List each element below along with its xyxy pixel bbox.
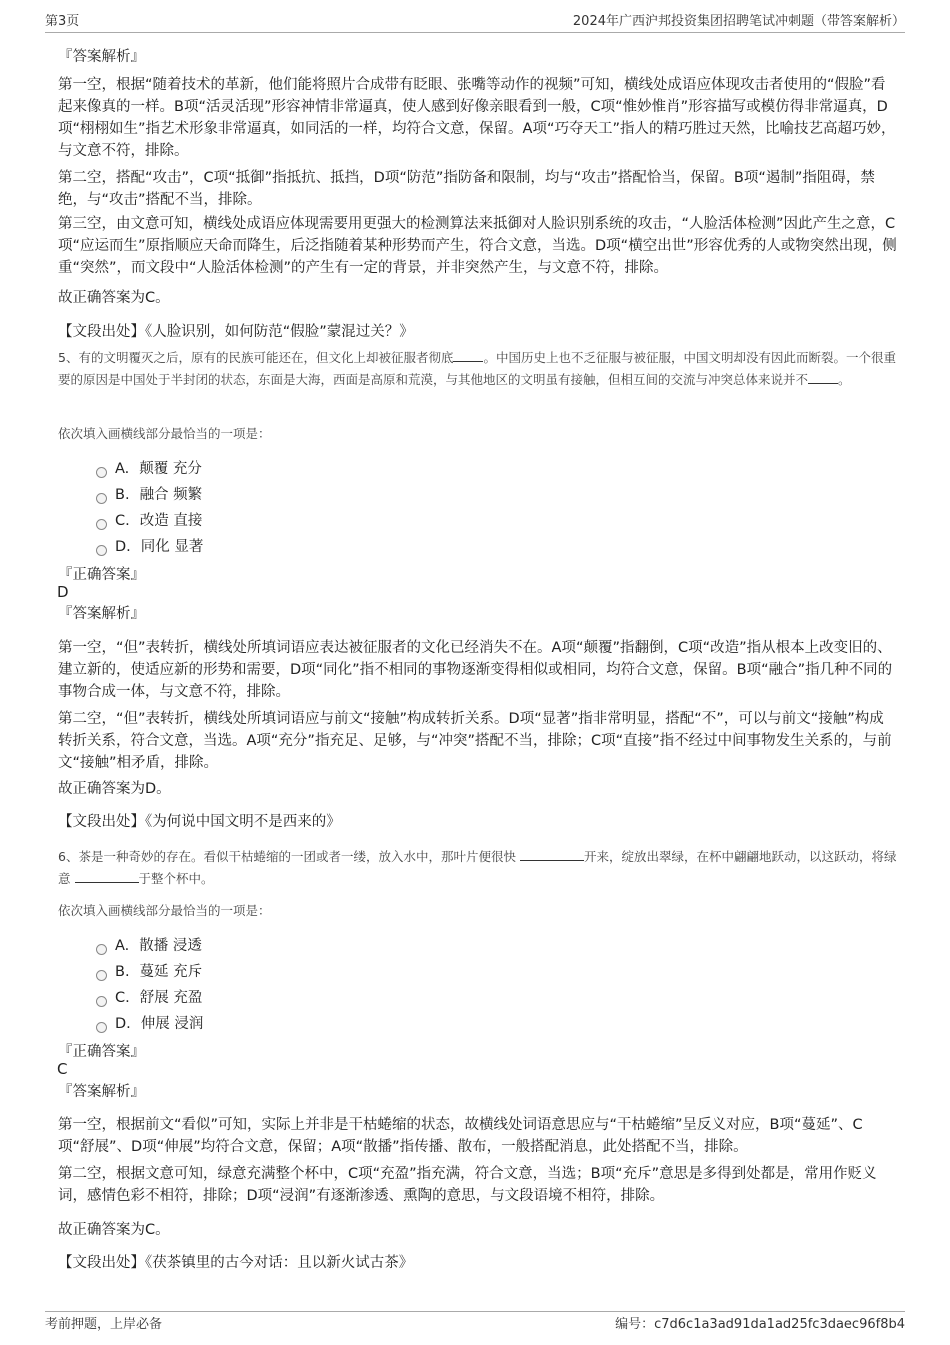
option-letter: A.	[115, 461, 130, 477]
radio-icon[interactable]	[96, 545, 107, 556]
question-stem	[58, 347, 908, 390]
source-label: 【文段出处】	[58, 1255, 145, 1271]
option-letter: A.	[115, 938, 130, 954]
analysis-paragraph: 第三空，由文意可知，横线处成语应体现需要用更强大的检测算法来抵御对人脸识别系统的攻击，“人脸活体检测”因此产生之意，C项“应运而生”原指顺应天命而降生，后泛指随着某种形势而产生，符合文意，当选。D项“横空出世”形容优秀的人或物突然出现，侧重“突然”，而文段中“人脸活体检测”的产生有一定的背景，并非突然产生，与文意不符，排除。	[58, 216, 897, 276]
option-letter: C.	[115, 513, 130, 529]
option-text: 舒展 充盈	[139, 990, 203, 1006]
option-d[interactable]	[96, 1013, 203, 1035]
stem-text: 5、有的文明覆灭之后，原有的民族可能还在，但文化上却被征服者彻底	[58, 350, 454, 365]
option-letter: D.	[115, 1016, 131, 1032]
page-number: 第3页	[45, 14, 80, 29]
source-title: 《为何说中国文明不是西来的》	[145, 814, 341, 830]
radio-icon[interactable]	[96, 493, 107, 504]
correct-answer-label: 『正确答案』	[58, 1044, 145, 1060]
blank	[520, 848, 584, 861]
correct-answer: D	[57, 583, 69, 601]
option-text: 改造 直接	[139, 513, 203, 529]
option-text: 融合 频繁	[139, 487, 203, 503]
option-c[interactable]	[96, 510, 202, 532]
answer-conclusion: 故正确答案为C。	[58, 1222, 170, 1238]
option-d[interactable]	[96, 536, 203, 558]
radio-icon[interactable]	[96, 467, 107, 478]
option-text: 颠覆 充分	[139, 461, 202, 477]
analysis-paragraph: 第二空，“但”表转折，横线处所填词语应与前文“接触”构成转折关系。D项“显著”指非常明显，搭配“不”，可以与前文“接触”构成转折关系，符合文意，当选。A项“充分”指充足、足够，与“冲突”搭配不当，排除；C项“直接”指不经过中间事物发生关系的，与前文“接触”相矛盾，排除。	[58, 711, 892, 771]
answer-conclusion: 故正确答案为D。	[58, 781, 171, 797]
option-text: 散播 浸透	[139, 938, 202, 954]
option-c[interactable]	[96, 987, 202, 1009]
option-letter: D.	[115, 539, 131, 555]
source-title: 《人脸识别，如何防范“假脸”蒙混过关？》	[145, 324, 414, 340]
radio-icon[interactable]	[96, 1022, 107, 1033]
analysis-paragraph: 第一空，根据“随着技术的革新，他们能将照片合成带有眨眼、张嘴等动作的视频”可知，横线处成语应体现攻击者使用的“假脸”看起来像真的一样。B项“活灵活现”形容神情非常逼真，使人感到好像亲眼看到一般，C项“惟妙惟肖”形容描写或模仿得非常逼真，D项“栩栩如生”指艺术形象非常逼真，如同活的一样，均符合文意，保留。A项“巧夺天工”指人的精巧胜过天然，比喻技艺高超巧妙，与文意不符，排除。	[58, 77, 896, 159]
source-label: 【文段出处】	[58, 814, 145, 830]
option-text: 蔓延 充斥	[139, 964, 203, 980]
analysis-paragraph: 第一空，“但”表转折，横线处所填词语应表达被征服者的文化已经消失不在。A项“颠覆”指翻倒，C项“改造”指从根本上改变旧的、建立新的，使适应新的形势和需要，D项“同化”指不相同的事物逐渐变得相似或相同，均符合文意，保留。B项“融合”指几种不同的事物合成一体，与文意不符，排除。	[58, 640, 893, 700]
option-letter: C.	[115, 990, 130, 1006]
radio-icon[interactable]	[96, 996, 107, 1007]
source-line	[58, 1252, 898, 1274]
header-divider	[45, 32, 905, 33]
option-b[interactable]	[96, 484, 202, 506]
option-a[interactable]	[96, 935, 202, 957]
option-text: 伸展 浸润	[140, 1016, 204, 1032]
document-title: 2024年广西沪邦投资集团招聘笔试冲刺题（带答案解析）	[572, 14, 905, 29]
stem-text: 开来，绽放出翠绿，在杯中翩翩地跃动，以这跃动，将绿意	[58, 849, 897, 886]
document-id: 编号：c7d6c1a3ad91da1ad25fc3daec96f8b4	[615, 1317, 905, 1332]
blank	[75, 870, 139, 883]
analysis-paragraph: 第一空，根据前文“看似”可知，实际上并非是干枯蜷缩的状态，故横线处词语意思应与“干枯蜷缩”呈反义对应，B项“蔓延”、C项“舒展”、D项“伸展”均符合文意，保留；A项“散播”指传播、散布，一般搭配消息，此处搭配不当，排除。	[58, 1117, 863, 1155]
question-stem	[58, 846, 908, 889]
radio-icon[interactable]	[96, 944, 107, 955]
radio-icon[interactable]	[96, 519, 107, 530]
source-line	[58, 811, 898, 833]
source-label: 【文段出处】	[58, 324, 145, 340]
instruction: 依次填入画横线部分最恰当的一项是：	[58, 903, 271, 918]
option-letter: B.	[115, 964, 130, 980]
option-text: 同化 显著	[140, 539, 204, 555]
stem-text: 。	[838, 371, 851, 387]
option-b[interactable]	[96, 961, 202, 983]
analysis-label: 『答案解析』	[58, 49, 145, 65]
option-a[interactable]	[96, 458, 202, 480]
analysis-label: 『答案解析』	[58, 1084, 145, 1100]
footer-divider	[45, 1311, 905, 1312]
stem-text: 。中国历史上也不乏征服与被征服，中国文明却没有因此而断裂。一个很重要的原因是中国处于半封闭的状态，东面是大海，西面是高原和荒漠，与其他地区的文明虽有接触，但相互间的交流与冲突总体来说并不	[58, 350, 896, 387]
correct-answer: C	[57, 1060, 68, 1078]
analysis-paragraph: 第二空，根据文意可知，绿意充满整个杯中，C项“充盈”指充满，符合文意，当选；B项“充斥”意思是多得到处都是，常用作贬义词，感情色彩不相符，排除；D项“浸润”有逐渐渗透、熏陶的意思，与文段语境不相符，排除。	[58, 1166, 877, 1204]
correct-answer-label: 『正确答案』	[58, 567, 145, 583]
source-title: 《茯茶镇里的古今对话：且以新火试古茶》	[145, 1255, 414, 1271]
analysis-paragraph: 第二空，搭配“攻击”，C项“抵御”指抵抗、抵挡，D项“防范”指防备和限制，均与“攻击”搭配恰当，保留。B项“遏制”指阻碍，禁绝，与“攻击”搭配不当，排除。	[58, 170, 875, 208]
radio-icon[interactable]	[96, 970, 107, 981]
option-letter: B.	[115, 487, 130, 503]
analysis-label: 『答案解析』	[58, 606, 145, 622]
stem-text: 6、茶是一种奇妙的存在。看似干枯蜷缩的一团或者一缕，放入水中，那叶片便很快	[58, 849, 516, 864]
stem-text: 于整个杯中。	[138, 870, 214, 886]
source-line	[58, 321, 898, 343]
answer-conclusion: 故正确答案为C。	[58, 290, 170, 306]
footer-slogan: 考前押题，上岸必备	[45, 1317, 163, 1332]
instruction: 依次填入画横线部分最恰当的一项是：	[58, 426, 271, 441]
blank	[808, 371, 838, 384]
blank	[453, 349, 483, 362]
